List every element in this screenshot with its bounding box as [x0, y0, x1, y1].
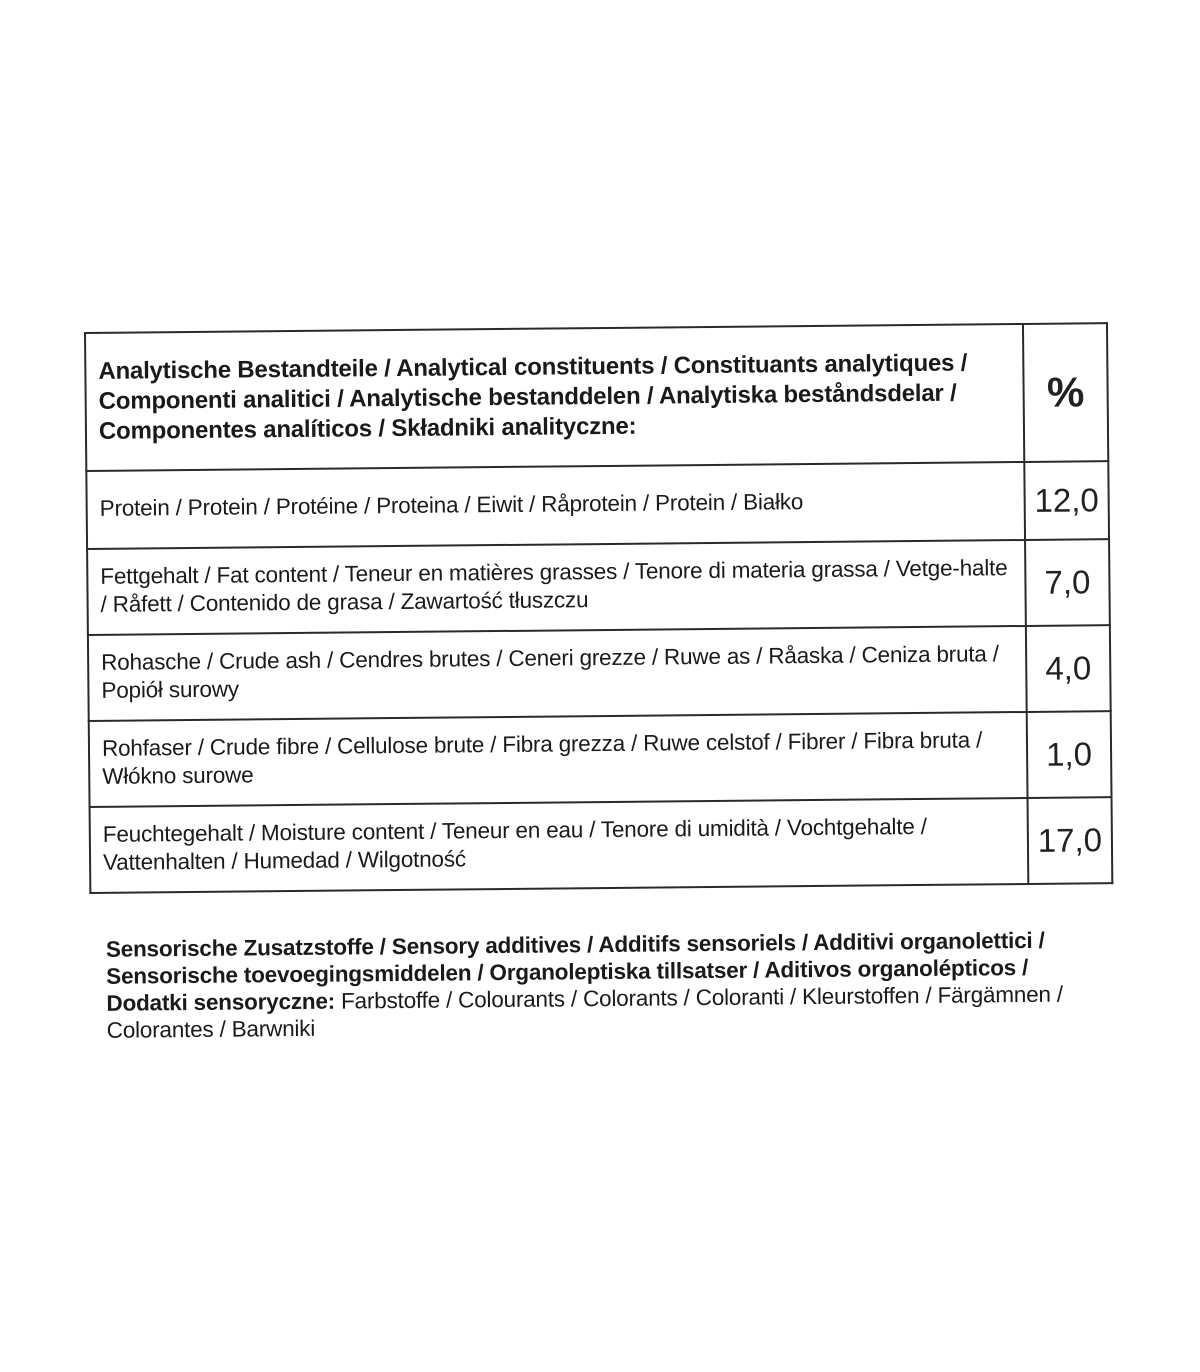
protein-value: 12,0 — [1024, 461, 1109, 540]
crude-ash-value: 4,0 — [1026, 625, 1111, 712]
sensory-additives-paragraph — [106, 926, 1107, 1044]
crude-fibre-value: 1,0 — [1027, 711, 1112, 798]
table-row-protein — [86, 461, 1109, 549]
table-row-crude-fibre — [89, 711, 1112, 807]
protein-label: Protein / Protein / Protéine / Proteina / Eiwit / Råprotein / Protein / Białko — [86, 462, 1025, 549]
nutrition-label — [84, 322, 1119, 1044]
moisture-content-value: 17,0 — [1028, 797, 1113, 884]
sensory-additives-text: Farbstoffe / Colourants / Colorants / Coloranti / Kleurstoffen / Färgämnen / Colorantes / Barwniki — [106, 981, 1063, 1043]
table-row-fat-content — [87, 539, 1110, 635]
sensory-additives-heading: Sensorische Zusatzstoffe / Sensory additives / Additifs sensoriels / Additivi organolettici / Sensorische toevoegingsmiddelen / Organoleptiska tillsatser / Aditivos organolépticos / Dodatki sensoryczne: — [105, 927, 1045, 1016]
moisture-content-label: Feuchtegehalt / Moisture content / Teneur en eau / Tenore di umidità / Vochtgehalte / Vattenhalten / Humedad / Wilgotność — [90, 798, 1029, 893]
analytical-constituents-table — [84, 322, 1113, 894]
percent-unit-header: % — [1023, 323, 1108, 462]
crude-fibre-label: Rohfaser / Crude fibre / Cellulose brute / Fibra grezza / Ruwe celstof / Fibrer / Fibra bruta / Włókno surowe — [89, 712, 1028, 807]
analytical-constituents-heading: Analytische Bestandteile / Analytical constituents / Constituants analytiques / Componenti analitici / Analytische bestanddelen / Analytiska beståndsdelar / Componentes analíticos / Składniki analityczne: — [85, 324, 1024, 471]
table-row-crude-ash — [88, 625, 1111, 721]
table-header-row — [85, 323, 1108, 471]
fat-content-value: 7,0 — [1025, 539, 1110, 626]
table-row-moisture-content — [90, 797, 1113, 893]
crude-ash-label: Rohasche / Crude ash / Cendres brutes / Ceneri grezze / Ruwe as / Råaska / Ceniza bruta / Popiół surowy — [88, 626, 1027, 721]
fat-content-label: Fettgehalt / Fat content / Teneur en matières grasses / Tenore di materia grassa / Vetge-halte / Råfett / Contenido de grasa / Zawartość tłuszczu — [87, 540, 1026, 635]
